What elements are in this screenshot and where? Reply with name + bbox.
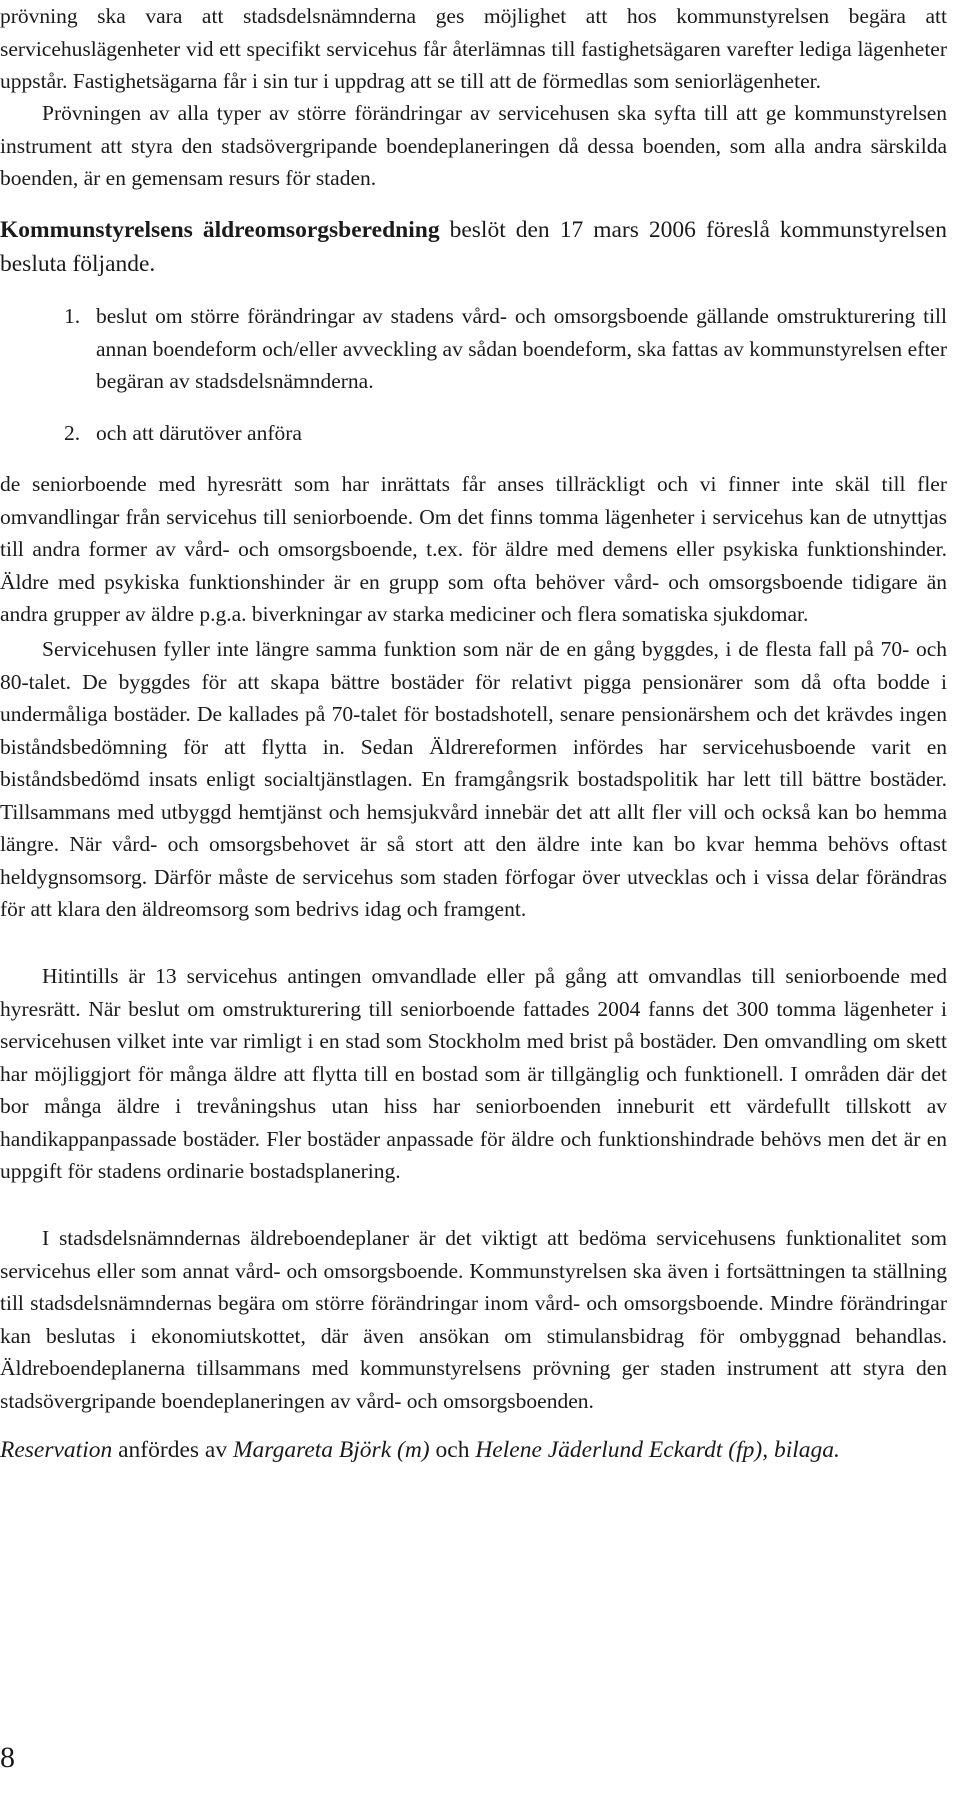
decision-lead-rest: beslöt den 17 mars 2006 föreslå kommunstyrelsen besluta följande. — [0, 217, 947, 277]
list-item-text: och att därutöver anföra — [96, 421, 302, 445]
paragraph-servicehusen: Servicehusen fyller inte längre samma funktion som när de en gång byggdes, i de flesta fall på 70- och 80-talet. De byggdes för att skapa bättre bostäder för relativt pigga pensionärer som då ofta bodde i undermåliga bostäder. De kallades på 70-talet för bostadshotell, senare pensionärshem och det krävdes ingen biståndsbedömning för att flytta in. Sedan Äldrereformen infördes har servicehusboende varit en biståndsbedömd insats enligt socialtjänstlagen. En framgångsrik bostadspolitik har lett till bättre bostäder. Tillsammans med utbyggd hemtjänst och hemsjukvård innebär det att allt fler vill och också kan bo hemma längre. När vård- och omsorgsbehovet är så stort att den äldre inte kan bo kvar hemma behövs oftast heldygnsomsorg. Därför måste de servicehus som staden förfogar över utvecklas och i vissa delar förändras för att klara den äldreomsorg som bedrivs idag och framgent. — [0, 637, 947, 921]
reservation-word: Reservation — [0, 1437, 113, 1463]
paragraph-reservation — [0, 1434, 947, 1468]
list-item-number: 1. — [64, 304, 81, 328]
reservation-name-1: Margareta Björk (m) — [232, 1437, 430, 1463]
list-item-number: 2. — [64, 421, 81, 445]
paragraph-provning: Prövningen av alla typer av större förändringar av servicehusen ska syfta till att ge kommunstyrelsen instrument att styra den stadsövergripande boendeplaneringen då dessa boenden, som alla andra särskilda boenden, är en gemensam resurs för staden. — [0, 101, 947, 190]
decision-lead-bold: Kommunstyrelsens äldreomsorgsberedning — [0, 217, 440, 243]
paragraph-intro: prövning ska vara att stadsdelsnämnderna ges möjlighet att hos kommunstyrelsen begära att servicehuslägenheter vid ett specifikt servicehus får återlämnas till fastighetsägaren varefter lediga lägenheter uppstår. Fastighetsägarna får i sin tur i uppdrag att se till att de förmedlas som seniorlägenheter. — [0, 4, 947, 93]
list-item-1 — [0, 300, 947, 398]
reservation-mid-1: anfördes av — [112, 1437, 233, 1463]
list-item-text: beslut om större förändringar av stadens vård- och omsorgsboende gällande omstrukturering till annan boendeform och/eller avveckling av sådan boendeform, ska fattas av kommunstyrelsen efter begäran av stadsdelsnämnderna. — [96, 304, 947, 393]
paragraph-decision — [0, 214, 947, 281]
paragraph-hitintills: Hitintills är 13 servicehus antingen omvandlade eller på gång att omvandlas till seniorboende med hyresrätt. När beslut om omstrukturering till seniorboende fattades 2004 fanns det 300 tomma lägenheter i servicehusen vilket inte var rimligt i en stad som Stockholm med brist på bostäder. Den omvandling om skett har möjliggjort för många äldre att flytta till en bostad som är tillgänglig och funktionell. I områden där det bor många äldre i trevåningshus utan hiss har seniorboenden inneburit ett värdefullt tillskott av handikappanpassade bostäder. Fler bostäder anpassade för äldre och funktionshindrade behövs men det är en uppgift för stadens ordinarie bostadsplanering. — [0, 964, 947, 1183]
page-number: 8 — [0, 1741, 15, 1774]
paragraph-stadsdelsnamnder: I stadsdelsnämndernas äldreboendeplaner är det viktigt att bedöma servicehusens funktionalitet som servicehus eller som annat vård- och omsorgsboende. Kommunstyrelsen ska även i fortsättningen ta ställning till stadsdelsnämndernas begära om större förändringar inom vård- och omsorgsboende. Mindre förändringar kan beslutas i ekonomiutskottet, där även ansökan om stimulansbidrag för ombyggnad behandlas. Äldreboendeplanerna tillsammans med kommunstyrelsens prövning ger staden instrument att styra den stadsövergripande boendeplaneringen av vård- och omsorgsboenden. — [0, 1226, 947, 1413]
reservation-mid-2: och — [429, 1437, 476, 1463]
paragraph-seniorboende: de seniorboende med hyresrätt som har inrättats får anses tillräckligt och vi finner inte skäl till fler omvandlingar från servicehus till seniorboende. Om det finns tomma lägenheter i servicehus kan de utnyttjas till andra former av vård- och omsorgsboende, t.ex. för äldre med demens eller psykiska funktionshinder. Äldre med psykiska funktionshinder är en grupp som ofta behöver vård- och omsorgsboende tidigare än andra grupper av äldre p.g.a. biverkningar av starka mediciner och flera somatiska sjukdomar. — [0, 472, 947, 626]
reservation-name-2: Helene Jäderlund Eckardt (fp), bilaga. — [475, 1437, 840, 1463]
list-item-2 — [0, 417, 947, 450]
